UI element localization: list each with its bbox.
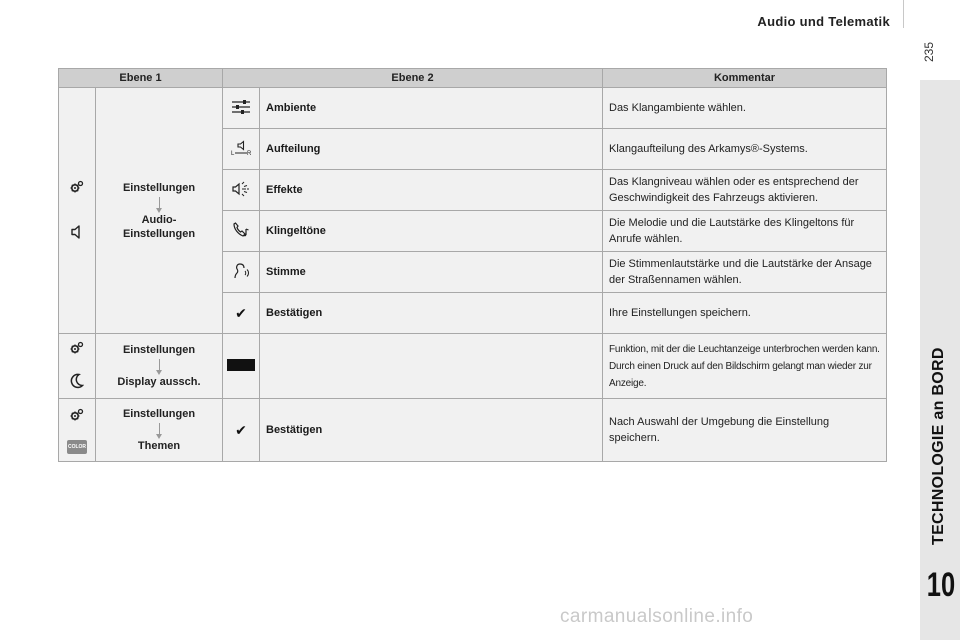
header-level1: Ebene 1 — [59, 69, 223, 88]
row-label: Aufteilung — [260, 129, 603, 170]
balance-lr-icon — [223, 129, 260, 170]
level1-settings-label: Einstellungen — [122, 344, 196, 356]
table-row — [59, 334, 887, 399]
level1-themes-label: Themen — [137, 440, 181, 452]
row-comment: Das Klangniveau wählen oder es entsprechend der Geschwindigkeit des Fahrzeugs aktivieren. — [603, 170, 887, 211]
table-row — [59, 88, 887, 129]
page-number: 235 — [922, 41, 936, 62]
svg-text:L: L — [231, 150, 235, 156]
settings-table — [58, 68, 887, 462]
ringtone-icon — [223, 211, 260, 252]
group3-level1 — [96, 399, 223, 462]
row-comment: Nach Auswahl der Umgebung die Einstellung speichern. — [603, 399, 887, 462]
down-arrow-icon — [159, 197, 160, 209]
row-comment: Klangaufteilung des Arkamys®-Systems. — [603, 129, 887, 170]
moon-icon — [70, 373, 84, 392]
color-theme-icon: COLOR — [67, 440, 87, 454]
watermark: carmanualsonline.info — [560, 606, 754, 627]
table-row — [59, 399, 887, 462]
ambiance-sliders-icon — [223, 88, 260, 129]
level1-settings-label: Einstellungen — [122, 408, 196, 420]
row-comment: Die Melodie und die Lautstärke des Klingeltons für Anrufe wählen. — [603, 211, 887, 252]
group1-icons — [59, 88, 96, 334]
svg-text:R: R — [247, 150, 252, 156]
row-comment: Das Klangambiente wählen. — [603, 88, 887, 129]
header-comment: Kommentar — [603, 69, 887, 88]
header-divider — [903, 0, 904, 28]
down-arrow-icon — [159, 423, 160, 435]
row-comment: Die Stimmenlautstärke und die Lautstärke der Ansage der Straßennamen wählen. — [603, 252, 887, 293]
group1-level1 — [96, 88, 223, 334]
table-header-row — [59, 69, 887, 88]
group2-icons — [59, 334, 96, 399]
group2-level1 — [96, 334, 223, 399]
row-label: Stimme — [260, 252, 603, 293]
settings-gear-icon — [69, 340, 85, 359]
row-label: Ambiente — [260, 88, 603, 129]
row-label: Effekte — [260, 170, 603, 211]
settings-gear-icon — [69, 407, 85, 426]
row-label: Klingeltöne — [260, 211, 603, 252]
level1-settings-label: Einstellungen — [122, 181, 196, 194]
check-icon: ✔ — [223, 399, 260, 462]
row-label: Bestätigen — [260, 293, 603, 334]
row-comment: Funktion, mit der die Leuchtanzeige unterbrochen werden kann. Durch einen Druck auf den Bildschirm gelangt man wieder zur Anzeige. — [603, 334, 887, 399]
chapter-title: TECHNOLOGIE an BORD — [930, 347, 947, 545]
screen-off-icon — [223, 334, 260, 399]
level1-audio-settings-label: Audio- Einstellungen — [122, 213, 196, 240]
sound-effects-icon — [223, 170, 260, 211]
down-arrow-icon — [159, 359, 160, 371]
check-icon: ✔ — [223, 293, 260, 334]
voice-icon — [223, 252, 260, 293]
settings-gear-icon — [69, 179, 85, 198]
group3-icons — [59, 399, 96, 462]
row-label: Bestätigen — [260, 399, 603, 462]
row-comment: Ihre Einstellungen speichern. — [603, 293, 887, 334]
empty-cell — [260, 334, 603, 399]
header-level2: Ebene 2 — [223, 69, 603, 88]
header-title: Audio und Telematik — [757, 14, 890, 29]
speaker-icon — [70, 224, 84, 243]
level1-display-off-label: Display aussch. — [117, 376, 201, 388]
chapter-number: 10 — [926, 566, 956, 604]
